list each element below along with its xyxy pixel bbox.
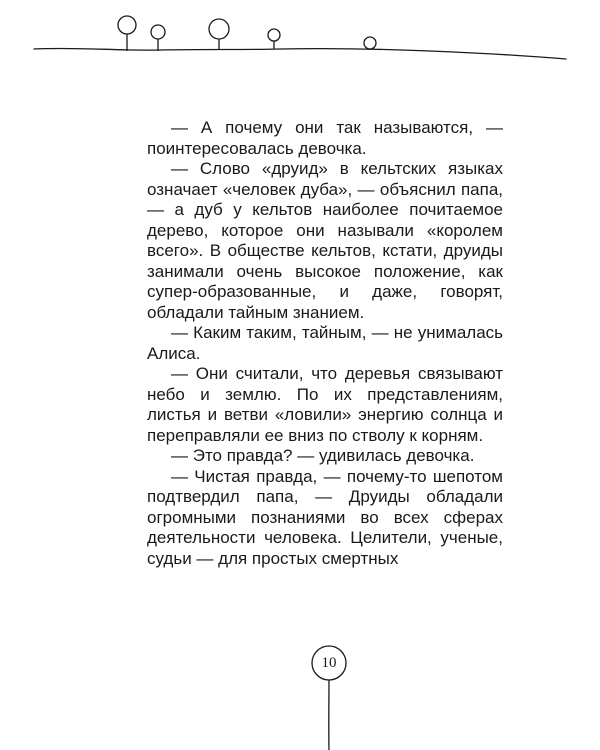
paragraph: — Каким таким, тайным, — не унималась Алиса.: [147, 323, 503, 363]
tree-line-icon: [0, 0, 600, 80]
body-text: [147, 118, 503, 569]
paragraph: — Это правда? — удивилась девочка.: [171, 446, 475, 465]
paragraph: — А почему они так называются, — поинтересовалась девочка.: [147, 118, 503, 158]
paragraph: — Слово «друид» в кельтских языках означает «человек дуба», — объяснил папа, — а дуб у кельтов наиболее почитаемое дерево, которое они называли «королем всего». В обществе кельтов, кстати, друиды занимали очень высокое положение, как супер-образованные, и даже, говорят, обладали тайным знанием.: [147, 159, 503, 322]
page-number: 10: [321, 655, 337, 671]
paragraph: — Чистая правда, — почему-то шепотом подтвердил папа, — Друиды обладали огромными познаниями во всех сферах деятельности человека. Целители, ученые, судьи — для простых смертных: [147, 466, 503, 568]
paragraph: — Они считали, что деревья связывают небо и землю. По их представлениям, листья и ветви «ловили» энергию солнца и переправляли ее вниз по стволу к корням.: [147, 364, 503, 445]
